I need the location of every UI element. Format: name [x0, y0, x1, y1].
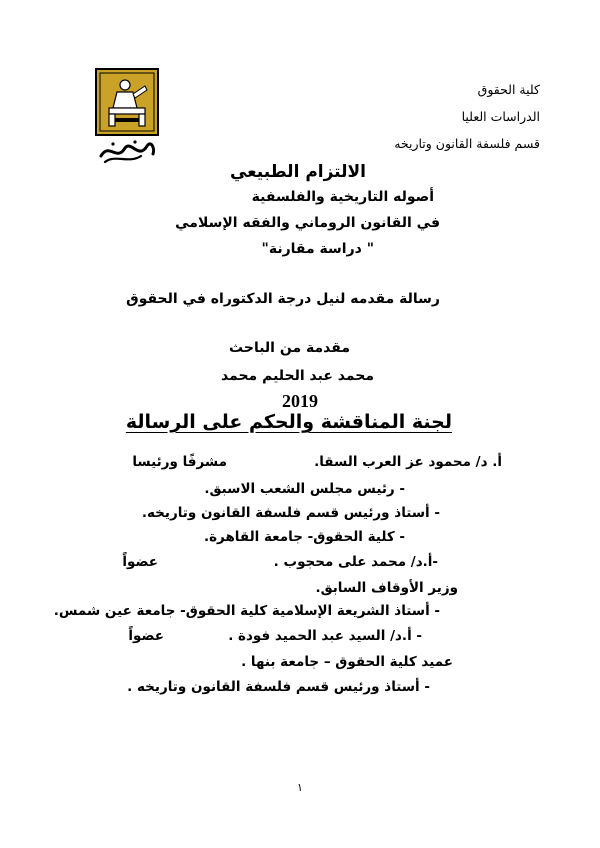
university-logo: [95, 68, 159, 166]
thesis-subtitle-2: في القانون الروماني والفقه الإسلامي: [175, 215, 440, 231]
cairo-university-emblem-icon: [95, 68, 159, 166]
thesis-subtitle-3: " دراسة مقارنة": [261, 241, 374, 257]
studies-label: الدراسات العليا: [461, 109, 540, 124]
member2-detail-1: وزير الأوقاف السابق.: [315, 580, 458, 596]
member3-name: - أ.د/ السيد عبد الحميد فودة .: [228, 628, 422, 644]
thesis-subtitle-1: أصوله التاريخية والفلسفية: [251, 189, 434, 205]
member2-name: -أ.د/ محمد على محجوب .: [273, 554, 438, 570]
member1-detail-2: - أستاذ ورئيس قسم فلسفة القانون وتاريخه.: [141, 505, 440, 521]
member2-role: عضواً: [122, 554, 158, 570]
member2-detail-2: - أستاذ الشريعة الإسلامية كلية الحقوق- جامعة عين شمس.: [53, 603, 440, 619]
page-number: ١: [297, 781, 303, 794]
member3-role: عضواً: [128, 628, 164, 644]
faculty-name: كلية الحقوق: [477, 82, 540, 97]
member3-detail-1: عميد كلية الحقوق – جامعة بنها .: [241, 654, 453, 670]
member1-detail-1: - رئيس مجلس الشعب الاسبق.: [204, 481, 405, 497]
thesis-year: 2019: [282, 391, 318, 411]
department-name: قسم فلسفة القانون وتاريخه: [394, 136, 540, 151]
presented-by-label: مقدمة من الباحث: [229, 340, 350, 356]
committee-title: لجنة المناقشة والحكم على الرسالة: [125, 411, 452, 433]
researcher-name: محمد عبد الحليم محمد: [220, 368, 374, 384]
member1-name: أ. د/ محمود عز العرب السقا.: [314, 454, 502, 470]
member1-role: مشرفًا ورئيسا: [132, 454, 227, 470]
member3-detail-2: - أستاذ ورئيس قسم فلسفة القانون وتاريخه .: [127, 679, 430, 695]
thesis-title: الالتزام الطبيعي: [229, 162, 366, 182]
thesis-purpose: رسالة مقدمه لنيل درجة الدكتوراه في الحقوق: [126, 291, 440, 307]
member1-detail-3: - كلية الحقوق- جامعة القاهرة.: [203, 529, 405, 545]
